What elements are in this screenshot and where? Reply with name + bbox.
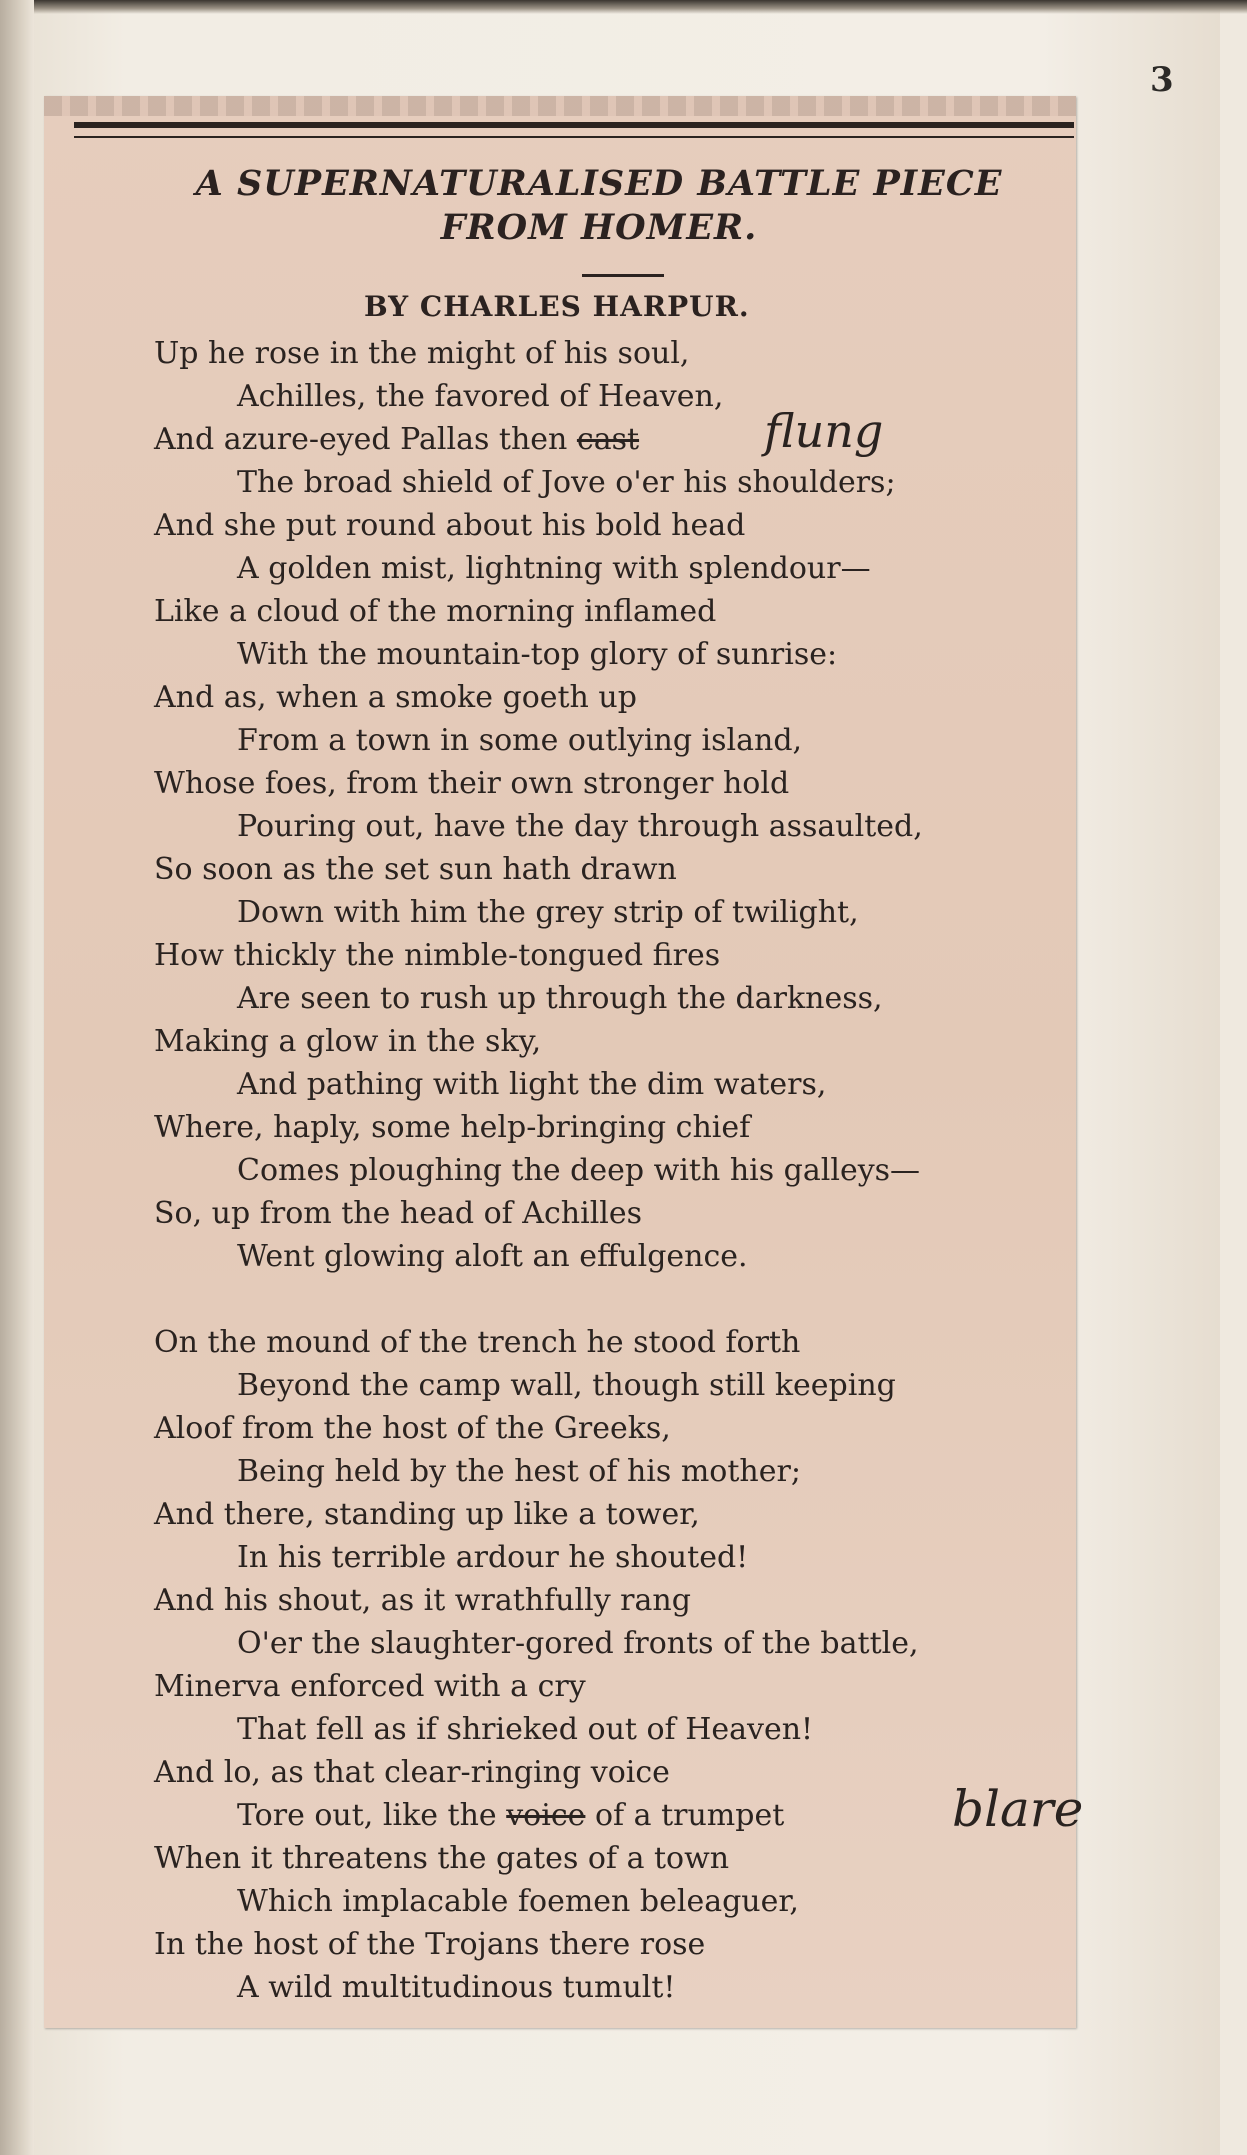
poem-line: That fell as if shrieked out of Heaven!	[237, 1712, 814, 1747]
poem-line: In his terrible ardour he shouted!	[237, 1540, 749, 1575]
poem-byline: BY CHARLES HARPUR.	[364, 290, 750, 323]
poem-line: Pouring out, have the day through assaulted,	[237, 809, 923, 844]
poem-line: A golden mist, lightning with splendour—	[237, 551, 871, 586]
poem-line-text: And azure-eyed Pallas then	[154, 422, 568, 457]
poem-line: Where, haply, some help-bringing chief	[154, 1110, 751, 1145]
struck-word: cast	[576, 422, 640, 457]
poem-line: And as, when a smoke goeth up	[154, 680, 637, 715]
handwritten-correction: flung	[764, 404, 884, 458]
poem-line: And lo, as that clear-ringing voice	[154, 1755, 670, 1790]
poem-line: Up he rose in the might of his soul,	[154, 336, 690, 371]
poem-line: From a town in some outlying island,	[237, 723, 803, 758]
poem-line: So soon as the set sun hath drawn	[154, 852, 677, 887]
poem-line: When it threatens the gates of a town	[154, 1841, 730, 1876]
newspaper-clipping	[44, 96, 1084, 2028]
title-divider	[582, 274, 664, 277]
poem-title-line-2: FROM HOMER.	[440, 207, 758, 248]
book-binding	[0, 0, 34, 2155]
page-number: 3	[1150, 60, 1174, 100]
poem-line: And she put round about his bold head	[154, 508, 746, 543]
poem-line: And his shout, as it wrathfully rang	[154, 1583, 691, 1618]
poem-line: On the mound of the trench he stood forth	[154, 1325, 801, 1360]
poem-line: Beyond the camp wall, though still keeping	[237, 1368, 896, 1403]
poem-line: With the mountain-top glory of sunrise:	[237, 637, 838, 672]
poem-line: Aloof from the host of the Greeks,	[154, 1411, 671, 1446]
clipping-top-strip	[44, 96, 1076, 116]
poem-line: Being held by the hest of his mother;	[237, 1454, 801, 1489]
poem-line: How thickly the nimble-tongued fires	[154, 938, 721, 973]
header-rule-thin	[74, 136, 1074, 138]
poem-line: O'er the slaughter-gored fronts of the battle,	[237, 1626, 919, 1661]
poem-line: And pathing with light the dim waters,	[237, 1067, 827, 1102]
poem-title-line-1: A SUPERNATURALISED BATTLE PIECE	[195, 163, 1003, 204]
poem-line: The broad shield of Jove o'er his shoulders;	[237, 465, 896, 500]
poem-line: Went glowing aloft an effulgence.	[237, 1239, 748, 1274]
handwritten-margin-note: blare	[952, 1780, 1084, 1838]
poem-line	[154, 422, 639, 457]
page-top-edge	[34, 0, 1247, 14]
poem-line: Which implacable foemen beleaguer,	[237, 1884, 799, 1919]
struck-word: voice	[506, 1798, 586, 1833]
poem-line: Making a glow in the sky,	[154, 1024, 542, 1059]
poem-line: Minerva enforced with a cry	[154, 1669, 586, 1704]
poem-line-text: of a trumpet	[594, 1798, 785, 1833]
poem-line: Are seen to rush up through the darkness,	[237, 981, 883, 1016]
poem-line: Comes ploughing the deep with his galleys—	[237, 1153, 921, 1188]
header-rule-thick	[74, 122, 1074, 128]
poem-line: Like a cloud of the morning inflamed	[154, 594, 717, 629]
poem-line-text: Tore out, like the	[237, 1798, 497, 1833]
poem-line: Whose foes, from their own stronger hold	[154, 766, 790, 801]
poem-line: In the host of the Trojans there rose	[154, 1927, 706, 1962]
poem-line: Down with him the grey strip of twilight,	[237, 895, 859, 930]
poem-line: And there, standing up like a tower,	[154, 1497, 700, 1532]
poem-title	[124, 162, 1074, 250]
poem-line: A wild multitudinous tumult!	[237, 1970, 676, 2005]
poem-line	[237, 1798, 784, 1833]
poem-line: So, up from the head of Achilles	[154, 1196, 643, 1231]
poem-line: Achilles, the favored of Heaven,	[237, 379, 724, 414]
